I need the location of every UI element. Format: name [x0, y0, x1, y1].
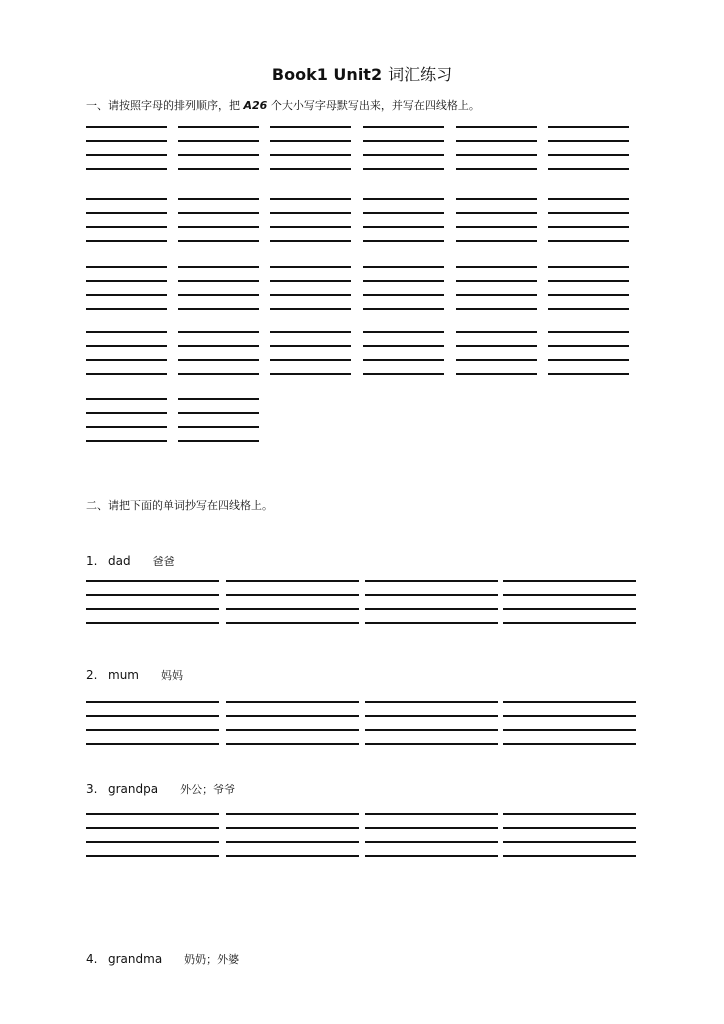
four-line-rule	[363, 331, 444, 333]
four-line-rule	[178, 426, 259, 428]
title-chinese: 词汇练习	[388, 65, 453, 84]
word-chinese: 爸爸	[152, 555, 175, 568]
four-line-rule	[363, 359, 444, 361]
four-line-rule	[456, 266, 537, 268]
four-line-rule	[548, 308, 629, 310]
four-line-rule	[503, 855, 636, 857]
four-line-rule	[270, 140, 351, 142]
four-line-rule	[365, 594, 498, 596]
four-line-rule	[503, 743, 636, 745]
four-line-rule	[86, 729, 219, 731]
four-line-rule	[86, 813, 219, 815]
four-line-rule	[86, 412, 167, 414]
word-chinese: 奶奶；外婆	[184, 953, 240, 966]
word-english: dad	[108, 554, 131, 568]
four-line-rule	[365, 715, 498, 717]
four-line-rule	[456, 331, 537, 333]
four-line-rule	[226, 715, 359, 717]
four-line-rule	[178, 373, 259, 375]
four-line-rule	[86, 855, 219, 857]
four-line-rule	[86, 841, 219, 843]
four-line-rule	[270, 154, 351, 156]
four-line-rule	[548, 294, 629, 296]
four-line-rule	[270, 212, 351, 214]
four-line-rule	[548, 168, 629, 170]
four-line-rule	[226, 813, 359, 815]
four-line-rule	[270, 280, 351, 282]
instr-prefix: 一、请按照字母的排列顺序，把	[86, 99, 240, 112]
four-line-rule	[363, 294, 444, 296]
four-line-rule	[363, 373, 444, 375]
four-line-rule	[86, 331, 167, 333]
four-line-rule	[86, 266, 167, 268]
four-line-rule	[456, 226, 537, 228]
four-line-rule	[548, 226, 629, 228]
four-line-rule	[503, 622, 636, 624]
four-line-rule	[503, 813, 636, 815]
four-line-rule	[86, 426, 167, 428]
four-line-rule	[365, 701, 498, 703]
four-line-rule	[365, 855, 498, 857]
four-line-rule	[178, 154, 259, 156]
four-line-rule	[270, 126, 351, 128]
four-line-rule	[456, 373, 537, 375]
four-line-rule	[178, 212, 259, 214]
four-line-rule	[270, 331, 351, 333]
four-line-rule	[270, 345, 351, 347]
four-line-rule	[86, 827, 219, 829]
four-line-rule	[86, 240, 167, 242]
four-line-rule	[86, 622, 219, 624]
four-line-rule	[86, 608, 219, 610]
four-line-rule	[178, 198, 259, 200]
four-line-rule	[503, 715, 636, 717]
four-line-rule	[363, 240, 444, 242]
word-item	[86, 781, 235, 797]
section2-instruction: 二、请把下面的单词抄写在四线格上。	[86, 499, 273, 512]
four-line-rule	[363, 154, 444, 156]
four-line-rule	[178, 226, 259, 228]
four-line-rule	[548, 154, 629, 156]
four-line-rule	[226, 608, 359, 610]
four-line-rule	[548, 280, 629, 282]
word-number: 4.	[86, 952, 98, 966]
four-line-rule	[226, 855, 359, 857]
four-line-rule	[86, 398, 167, 400]
four-line-rule	[548, 359, 629, 361]
word-number: 2.	[86, 668, 98, 682]
four-line-rule	[503, 594, 636, 596]
four-line-rule	[86, 308, 167, 310]
word-item	[86, 667, 183, 683]
four-line-rule	[456, 126, 537, 128]
four-line-rule	[456, 345, 537, 347]
four-line-rule	[270, 198, 351, 200]
four-line-rule	[503, 701, 636, 703]
word-english: grandma	[108, 952, 163, 966]
word-item	[86, 951, 239, 967]
four-line-rule	[86, 743, 219, 745]
four-line-rule	[456, 280, 537, 282]
four-line-rule	[178, 359, 259, 361]
four-line-rule	[365, 827, 498, 829]
four-line-rule	[178, 280, 259, 282]
four-line-rule	[363, 266, 444, 268]
four-line-rule	[86, 168, 167, 170]
four-line-rule	[548, 212, 629, 214]
four-line-rule	[86, 345, 167, 347]
four-line-rule	[270, 168, 351, 170]
four-line-rule	[86, 580, 219, 582]
four-line-rule	[363, 280, 444, 282]
word-item	[86, 553, 175, 569]
four-line-rule	[226, 827, 359, 829]
four-line-rule	[548, 126, 629, 128]
four-line-rule	[178, 331, 259, 333]
four-line-rule	[456, 198, 537, 200]
four-line-rule	[178, 308, 259, 310]
four-line-rule	[178, 345, 259, 347]
four-line-rule	[178, 240, 259, 242]
word-number: 1.	[86, 554, 98, 568]
four-line-rule	[86, 154, 167, 156]
four-line-rule	[178, 440, 259, 442]
page-title	[0, 62, 724, 85]
word-english: mum	[108, 668, 139, 682]
four-line-rule	[456, 294, 537, 296]
four-line-rule	[270, 308, 351, 310]
four-line-rule	[365, 813, 498, 815]
four-line-rule	[548, 240, 629, 242]
four-line-rule	[503, 608, 636, 610]
four-line-rule	[548, 373, 629, 375]
word-english: grandpa	[108, 782, 159, 796]
four-line-rule	[270, 294, 351, 296]
section1-instruction	[86, 97, 480, 113]
four-line-rule	[86, 226, 167, 228]
four-line-rule	[456, 308, 537, 310]
four-line-rule	[226, 729, 359, 731]
four-line-rule	[363, 198, 444, 200]
four-line-rule	[86, 280, 167, 282]
four-line-rule	[226, 622, 359, 624]
four-line-rule	[363, 140, 444, 142]
four-line-rule	[178, 126, 259, 128]
four-line-rule	[86, 715, 219, 717]
four-line-rule	[363, 226, 444, 228]
four-line-rule	[270, 226, 351, 228]
four-line-rule	[270, 240, 351, 242]
four-line-rule	[548, 198, 629, 200]
word-number: 3.	[86, 782, 98, 796]
four-line-rule	[548, 331, 629, 333]
four-line-rule	[365, 729, 498, 731]
four-line-rule	[86, 294, 167, 296]
four-line-rule	[456, 240, 537, 242]
four-line-rule	[226, 580, 359, 582]
four-line-rule	[86, 359, 167, 361]
four-line-rule	[178, 266, 259, 268]
four-line-rule	[365, 580, 498, 582]
four-line-rule	[86, 140, 167, 142]
four-line-rule	[86, 212, 167, 214]
four-line-rule	[270, 359, 351, 361]
four-line-rule	[363, 212, 444, 214]
four-line-rule	[365, 622, 498, 624]
four-line-rule	[86, 198, 167, 200]
four-line-rule	[86, 373, 167, 375]
title-english: Book1 Unit2	[271, 65, 383, 84]
four-line-rule	[503, 729, 636, 731]
four-line-rule	[86, 126, 167, 128]
four-line-rule	[86, 594, 219, 596]
instr-bold: A26	[243, 99, 268, 112]
four-line-rule	[456, 154, 537, 156]
word-chinese: 外公；爷爷	[180, 783, 236, 796]
four-line-rule	[178, 140, 259, 142]
four-line-rule	[503, 827, 636, 829]
word-chinese: 妈妈	[160, 669, 183, 682]
four-line-rule	[456, 212, 537, 214]
four-line-rule	[456, 140, 537, 142]
four-line-rule	[365, 608, 498, 610]
four-line-rule	[503, 580, 636, 582]
four-line-rule	[178, 168, 259, 170]
four-line-rule	[456, 359, 537, 361]
four-line-rule	[365, 743, 498, 745]
four-line-rule	[548, 345, 629, 347]
four-line-rule	[363, 168, 444, 170]
four-line-rule	[270, 266, 351, 268]
four-line-rule	[363, 345, 444, 347]
four-line-rule	[365, 841, 498, 843]
four-line-rule	[226, 701, 359, 703]
four-line-rule	[178, 398, 259, 400]
four-line-rule	[226, 743, 359, 745]
four-line-rule	[178, 412, 259, 414]
four-line-rule	[456, 168, 537, 170]
instr-suffix: 个大小写字母默写出来，并写在四线格上。	[270, 99, 480, 112]
four-line-rule	[548, 266, 629, 268]
four-line-rule	[86, 440, 167, 442]
four-line-rule	[178, 294, 259, 296]
four-line-rule	[270, 373, 351, 375]
four-line-rule	[548, 140, 629, 142]
four-line-rule	[363, 126, 444, 128]
four-line-rule	[86, 701, 219, 703]
four-line-rule	[226, 841, 359, 843]
four-line-rule	[503, 841, 636, 843]
four-line-rule	[363, 308, 444, 310]
four-line-rule	[226, 594, 359, 596]
